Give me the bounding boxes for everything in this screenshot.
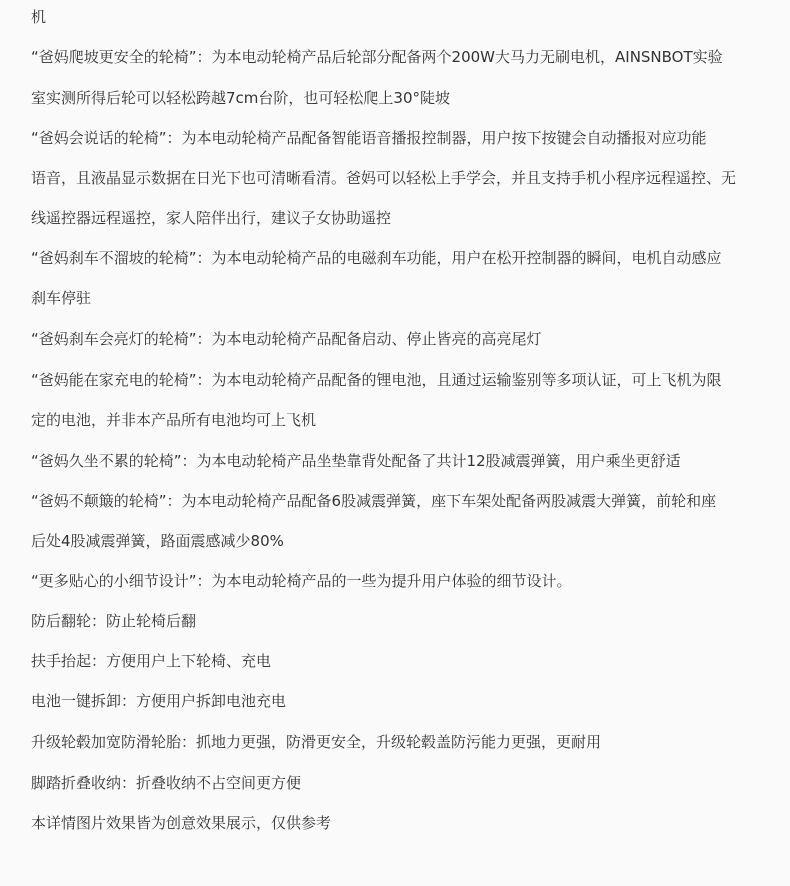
text-line-battery-detail: 定的电池，并非本产品所有电池均可上飞机 [31, 411, 317, 429]
text-line-battery-feature: “爸妈能在家充电的轮椅”：为本电动轮椅产品配备的锂电池，且通过运输鉴别等多项认证，可上飞机为限 [31, 371, 722, 389]
text-line-brake-feature: “爸妈刹车不溜坡的轮椅”：为本电动轮椅产品的电磁刹车功能，用户在松开控制器的瞬间，电机自动感应 [31, 249, 722, 267]
text-line-details-intro: “更多贴心的小细节设计”：为本电动轮椅产品的一些为提升用户体验的细节设计。 [31, 572, 572, 590]
text-line-voice-feature: “爸妈会说话的轮椅”：为本电动轮椅产品配备智能语音播报控制器，用户按下按键会自动播报对应功能 [31, 129, 707, 147]
text-line-climbing-detail: 室实测所得后轮可以轻松跨越7cm台阶，也可轻松爬上30°陡坡 [31, 89, 450, 107]
text-line-suspension-feature: “爸妈不颠簸的轮椅”：为本电动轮椅产品配备6股减震弹簧，座下车架处配备两股减震大弹簧，前轮和座 [31, 492, 717, 510]
text-line-continuation: 机 [31, 8, 47, 26]
text-line-armrest: 扶手抬起：方便用户上下轮椅、充电 [31, 652, 272, 670]
text-line-tires: 升级轮毂加宽防滑轮胎：抓地力更强，防滑更安全，升级轮毂盖防污能力更强，更耐用 [31, 733, 602, 751]
text-line-brake-detail: 刹车停驻 [31, 289, 92, 307]
text-line-voice-detail: 语音，且液晶显示数据在日光下也可清晰看清。爸妈可以轻松上手学会，并且支持手机小程序远程遥控、无 [31, 169, 737, 187]
text-line-climbing-feature: “爸妈爬坡更安全的轮椅”：为本电动轮椅产品后轮部分配备两个200W大马力无刷电机，AINSNBOT实验 [31, 48, 723, 66]
text-line-suspension-detail: 后处4股减震弹簧，路面震感减少80% [31, 532, 284, 550]
text-line-battery-removal: 电池一键拆卸：方便用户拆卸电池充电 [31, 692, 287, 710]
text-line-taillight-feature: “爸妈刹车会亮灯的轮椅”：为本电动轮椅产品配备启动、停止皆亮的高亮尾灯 [31, 330, 542, 348]
text-line-footrest: 脚踏折叠收纳：折叠收纳不占空间更方便 [31, 774, 302, 792]
text-line-disclaimer: 本详情图片效果皆为创意效果展示，仅供参考 [31, 814, 332, 832]
text-line-anti-tip: 防后翻轮：防止轮椅后翻 [31, 612, 197, 630]
text-line-comfort-feature: “爸妈久坐不累的轮椅”：为本电动轮椅产品坐垫靠背处配备了共计12股减震弹簧，用户乘坐更舒适 [31, 452, 681, 470]
text-line-voice-detail-2: 线遥控器远程遥控，家人陪伴出行，建议子女协助遥控 [31, 209, 392, 227]
